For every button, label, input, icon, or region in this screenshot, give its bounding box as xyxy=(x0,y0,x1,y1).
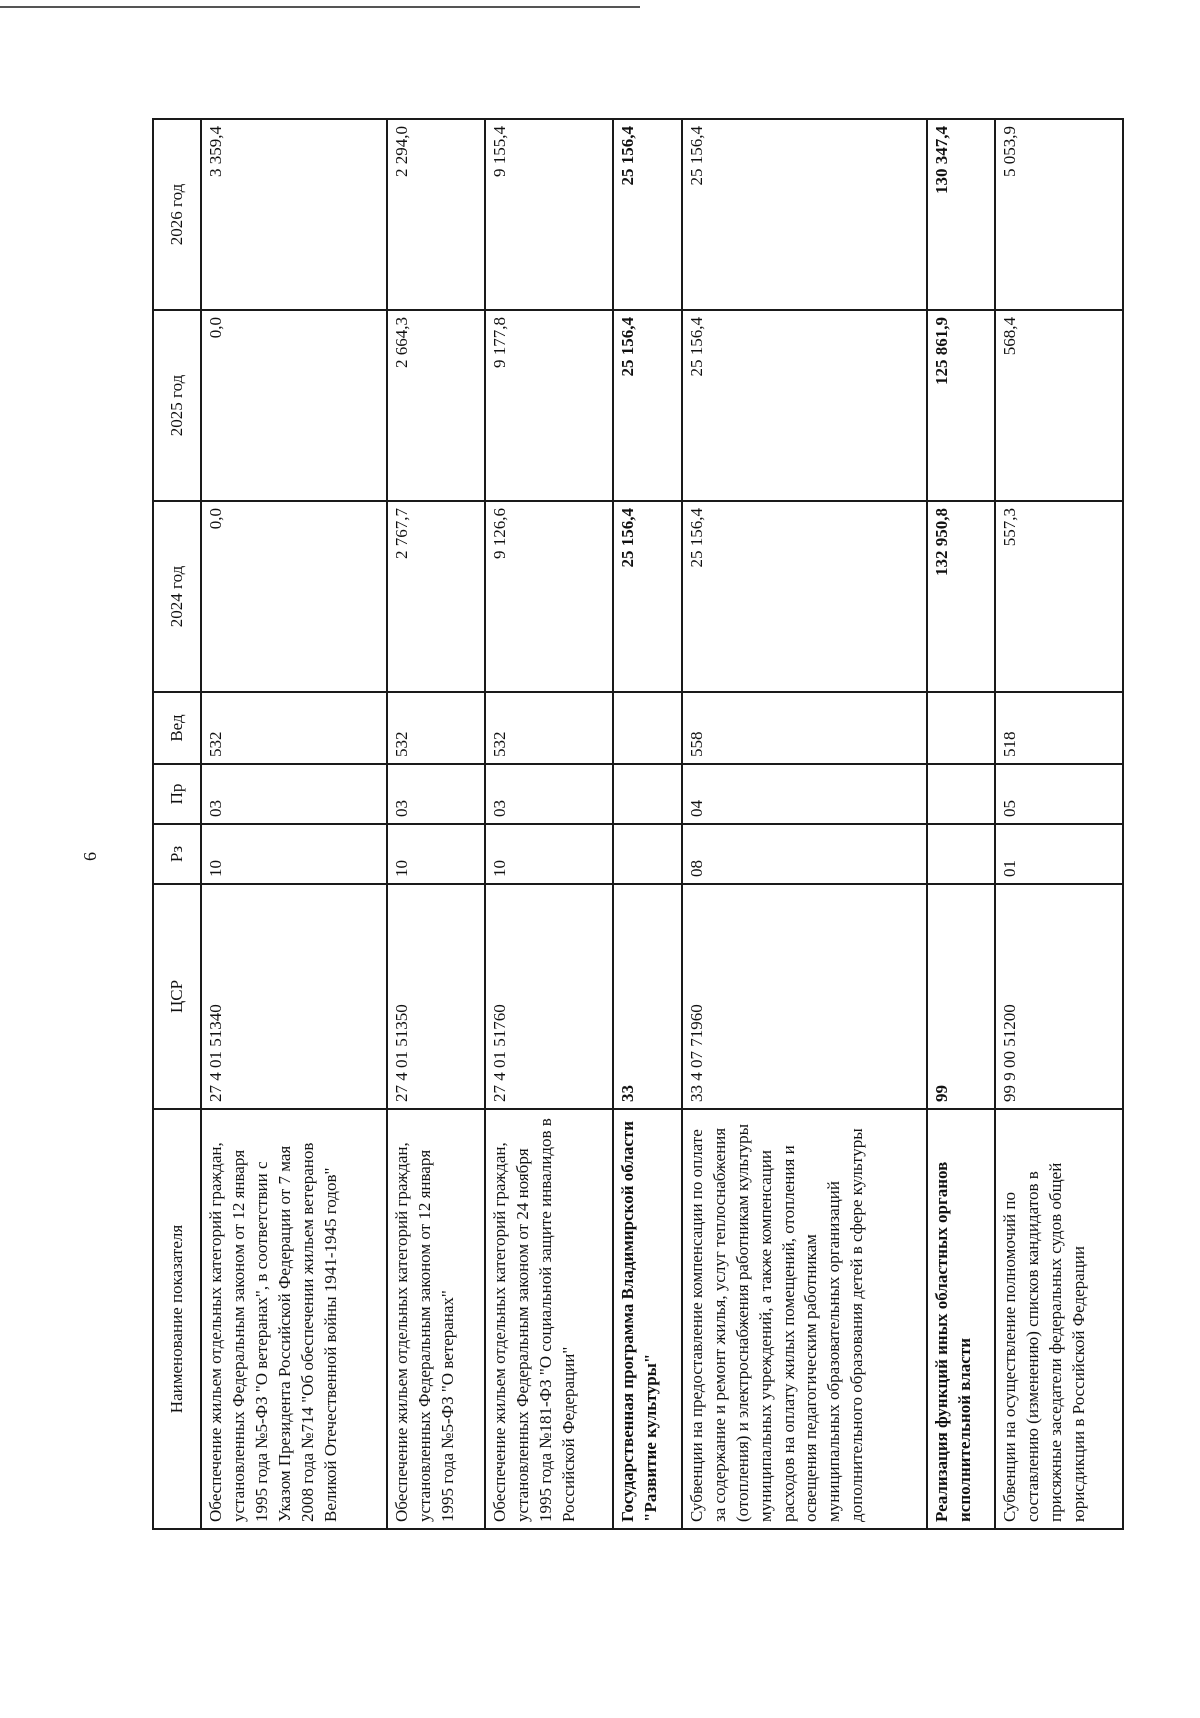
cell-ved: 532 xyxy=(485,692,613,764)
cell-rz xyxy=(613,824,682,884)
cell-pr: 03 xyxy=(387,764,485,824)
cell-rz: 10 xyxy=(485,824,613,884)
cell-ved: 532 xyxy=(387,692,485,764)
cell-rz: 08 xyxy=(682,824,927,884)
cell-2024: 132 950,8 xyxy=(927,501,996,692)
cell-csr: 33 4 07 71960 xyxy=(682,884,927,1109)
cell-2025: 2 664,3 xyxy=(387,310,485,501)
cell-rz: 01 xyxy=(995,824,1123,884)
cell-2026: 130 347,4 xyxy=(927,119,996,310)
cell-name: Обеспечение жильем отдельных категорий граждан, установленных Федеральным законом от 12 января 1995 года №5-ФЗ "О ветеранах" xyxy=(387,1109,485,1529)
cell-2025: 568,4 xyxy=(995,310,1123,501)
cell-2026: 5 053,9 xyxy=(995,119,1123,310)
cell-ved: 558 xyxy=(682,692,927,764)
table-row xyxy=(201,119,387,1529)
cell-2024: 557,3 xyxy=(995,501,1123,692)
header-2024: 2024 год xyxy=(153,501,201,692)
cell-2024: 25 156,4 xyxy=(613,501,682,692)
cell-2024: 25 156,4 xyxy=(682,501,927,692)
cell-name: Субвенции на осуществление полномочий по составлению (изменению) списков кандидатов в присяжные заседатели федеральных судов общей юрисдикции в Российской Федерации xyxy=(995,1109,1123,1529)
table-row xyxy=(387,119,485,1529)
table-row-program xyxy=(613,119,682,1529)
cell-csr: 33 xyxy=(613,884,682,1109)
cell-2026: 25 156,4 xyxy=(613,119,682,310)
cell-2024: 0,0 xyxy=(201,501,387,692)
cell-pr xyxy=(927,764,996,824)
cell-2025: 25 156,4 xyxy=(682,310,927,501)
header-rz: Рз xyxy=(153,824,201,884)
header-2025: 2025 год xyxy=(153,310,201,501)
cell-2025: 125 861,9 xyxy=(927,310,996,501)
header-pr: Пр xyxy=(153,764,201,824)
cell-2024: 2 767,7 xyxy=(387,501,485,692)
header-2026: 2026 год xyxy=(153,119,201,310)
cell-ved: 532 xyxy=(201,692,387,764)
cell-2025: 9 177,8 xyxy=(485,310,613,501)
budget-table xyxy=(152,118,1124,1530)
cell-rz xyxy=(927,824,996,884)
cell-csr: 27 4 01 51350 xyxy=(387,884,485,1109)
cell-2026: 3 359,4 xyxy=(201,119,387,310)
cell-rz: 10 xyxy=(387,824,485,884)
cell-name: Обеспечение жильем отдельных категорий граждан, установленных Федеральным законом от 12 января 1995 года №5-ФЗ "О ветеранах", в соответствии с Указом Президента Российской Федерации от 7 мая 2008 года №714 "Об обеспечении жильем ветеранов Великой Отечественной войны 1941-1945 годов" xyxy=(201,1109,387,1529)
table-row xyxy=(682,119,927,1529)
cell-csr: 27 4 01 51760 xyxy=(485,884,613,1109)
cell-2025: 0,0 xyxy=(201,310,387,501)
cell-pr: 05 xyxy=(995,764,1123,824)
cell-name: Реализация функций иных областных органов исполнительной власти xyxy=(927,1109,996,1529)
cell-2026: 9 155,4 xyxy=(485,119,613,310)
table-row xyxy=(995,119,1123,1529)
cell-rz: 10 xyxy=(201,824,387,884)
cell-pr: 04 xyxy=(682,764,927,824)
cell-csr: 99 xyxy=(927,884,996,1109)
header-csr: ЦСР xyxy=(153,884,201,1109)
table-row-program xyxy=(927,119,996,1529)
cell-2026: 2 294,0 xyxy=(387,119,485,310)
cell-2026: 25 156,4 xyxy=(682,119,927,310)
table-container xyxy=(152,120,1124,1530)
page-number: 6 xyxy=(80,852,100,861)
cell-2025: 25 156,4 xyxy=(613,310,682,501)
cell-pr: 03 xyxy=(201,764,387,824)
cell-csr: 99 9 00 51200 xyxy=(995,884,1123,1109)
top-rule xyxy=(0,6,640,8)
cell-csr: 27 4 01 51340 xyxy=(201,884,387,1109)
cell-name: Государственная программа Владимирской области "Развитие культуры" xyxy=(613,1109,682,1529)
cell-ved xyxy=(613,692,682,764)
cell-ved xyxy=(927,692,996,764)
header-ved: Вед xyxy=(153,692,201,764)
cell-pr: 03 xyxy=(485,764,613,824)
cell-name: Субвенции на предоставление компенсации по оплате за содержание и ремонт жилья, услуг теплоснабжения (отопления) и электроснабжения работникам культуры муниципальных учреждений, а также компенсации расходов на оплату жилых помещений, отопления и освещения педагогическим работникам муниципальных образовательных организаций дополнительного образования детей в сфере культуры xyxy=(682,1109,927,1529)
cell-ved: 518 xyxy=(995,692,1123,764)
cell-name: Обеспечение жильем отдельных категорий граждан, установленных Федеральным законом от 24 ноября 1995 года №181-ФЗ "О социальной защите инвалидов в Российской Федерации" xyxy=(485,1109,613,1529)
table-row xyxy=(485,119,613,1529)
cell-pr xyxy=(613,764,682,824)
table-header-row xyxy=(153,119,201,1529)
header-name: Наименование показателя xyxy=(153,1109,201,1529)
cell-2024: 9 126,6 xyxy=(485,501,613,692)
